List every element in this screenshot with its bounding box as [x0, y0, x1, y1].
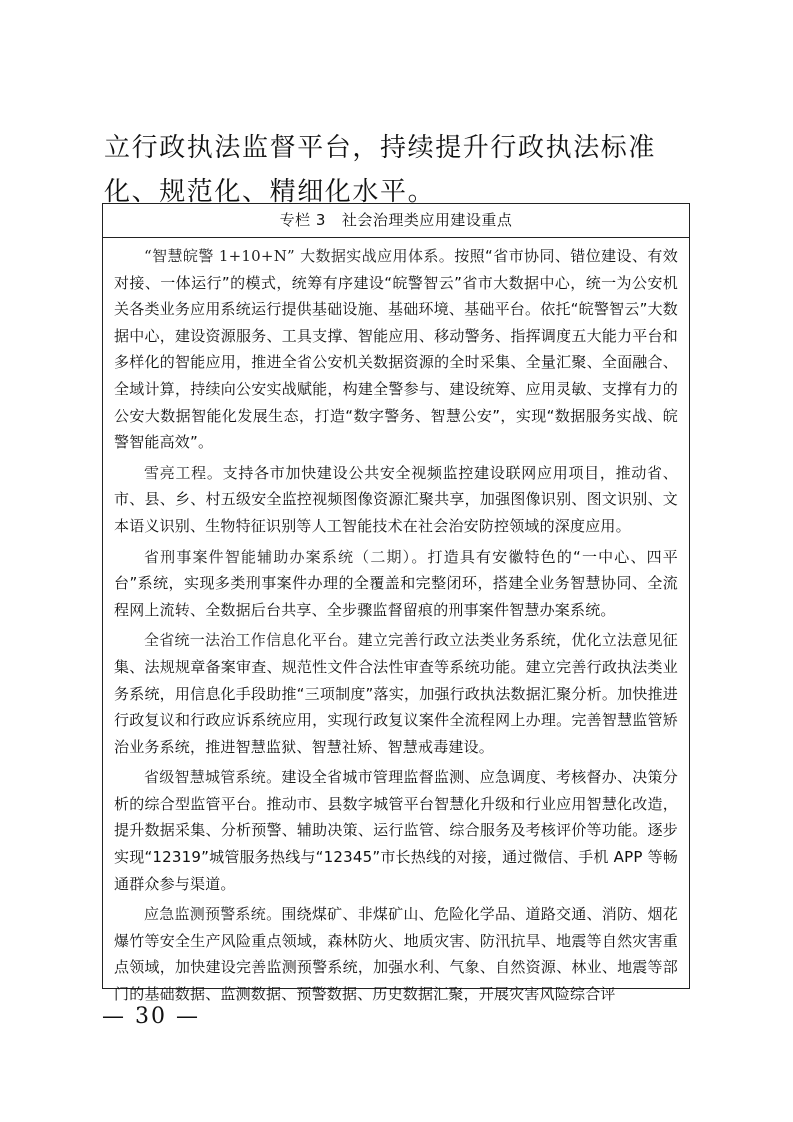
box-label: 专栏 3 [279, 211, 326, 229]
paragraph-rule-of-law-platform [114, 627, 678, 760]
paragraph-body: 支持各市加快建设公共安全视频监控建设联网应用项目，推动省、市、县、乡、村五级安全监控视频图像资源汇聚共享，加强图像识别、图文识别、文本语义识别、生物特征识别等人工智能技术在社会治安防控领域的深度应用。 [114, 463, 678, 535]
paragraph-title: 全省统一法治工作信息化平台。 [144, 631, 358, 650]
paragraph-title: 雪亮工程。 [144, 463, 223, 482]
box-heading: 社会治理类应用建设重点 [341, 211, 513, 229]
paragraph-emergency-warning [114, 901, 678, 1007]
page-number: — 30 — [102, 1004, 200, 1029]
paragraph-body: 按照“省市协同、错位建设、有效对接、一体运行”的模式，统筹有序建设“皖警智云”省市大数据中心，统一为公安机关各类业务应用系统运行提供基础设施、基础环境、基础平台。依托“皖警智云”大数据中心，建设资源服务、工具支撑、智能应用、移动警务、指挥调度五大能力平台和多样化的智能应用，推进全省公安机关数据资源的全时采集、全量汇聚、全面融合、全域计算，持续向公安实战赋能，构建全警参与、建设统筹、应用灵敏、支撑有力的公安大数据智能化发展生态，打造“数字警务、智慧公安”，实现“数据服务实战、皖警智能高效”。 [114, 247, 678, 452]
paragraph-criminal-case-system [114, 544, 678, 624]
box-title [103, 204, 689, 238]
feature-box [102, 203, 690, 1004]
paragraph-body: 打造具有安徽特色的“一中心、四平台”系统，实现多类刑事案件办理的全覆盖和完整闭环，搭建全业务智慧协同、全流程网上流转、全数据后台共享、全步骤监督留痕的刑事案件智慧办案系统。 [114, 547, 678, 619]
paragraph-body: 建立完善行政立法类业务系统，优化立法意见征集、法规规章备案审查、规范性文件合法性审查等系统功能。建立完善行政执法类业务系统，用信息化手段助推“三项制度”落实，加强行政执法数据汇聚分析。加快推进行政复议和行政应诉系统应用，实现行政复议案件全流程网上办理。完善智慧监管矫治业务系统，推进智慧监狱、智慧社矫、智慧戒毒建设。 [114, 631, 678, 756]
paragraph-title: “智慧皖警 1+10+N” 大数据实战应用体系。 [144, 247, 455, 265]
paragraph-police-big-data [114, 243, 678, 456]
paragraph-body: 建设全省城市管理监督监测、应急调度、考核督办、决策分析的综合型监管平台。推动市、县数字城管平台智慧化升级和行业应用智慧化改造，提升数据采集、分析预警、辅助决策、运行监管、综合服务及考核评价等功能。逐步实现“12319”城管服务热线与“12345”市长热线的对接，通过微信、手机 APP 等畅通群众参与渠道。 [114, 768, 678, 893]
paragraph-title: 应急监测预警系统。 [144, 905, 282, 924]
paragraph-body: 围绕煤矿、非煤矿山、危险化学品、道路交通、消防、烟花爆竹等安全生产风险重点领域，森林防火、地质灾害、防汛抗旱、地震等自然灾害重点领域，加快建设完善监测预警系统，加强水利、气象、自然资源、林业、地震等部门的基础数据、监测数据、预警数据、历史数据汇聚，开展灾害风险综合评 [114, 905, 678, 1004]
paragraph-xueliang-project [114, 460, 678, 540]
paragraph-smart-city-management [114, 764, 678, 897]
box-body [103, 238, 689, 1008]
paragraph-title: 省刑事案件智能辅助办案系统（二期）。 [144, 547, 428, 566]
paragraph-title: 省级智慧城管系统。 [144, 768, 282, 787]
intro-paragraph: 立行政执法监督平台，持续提升行政执法标准化、规范化、精细化水平。 [104, 133, 657, 207]
